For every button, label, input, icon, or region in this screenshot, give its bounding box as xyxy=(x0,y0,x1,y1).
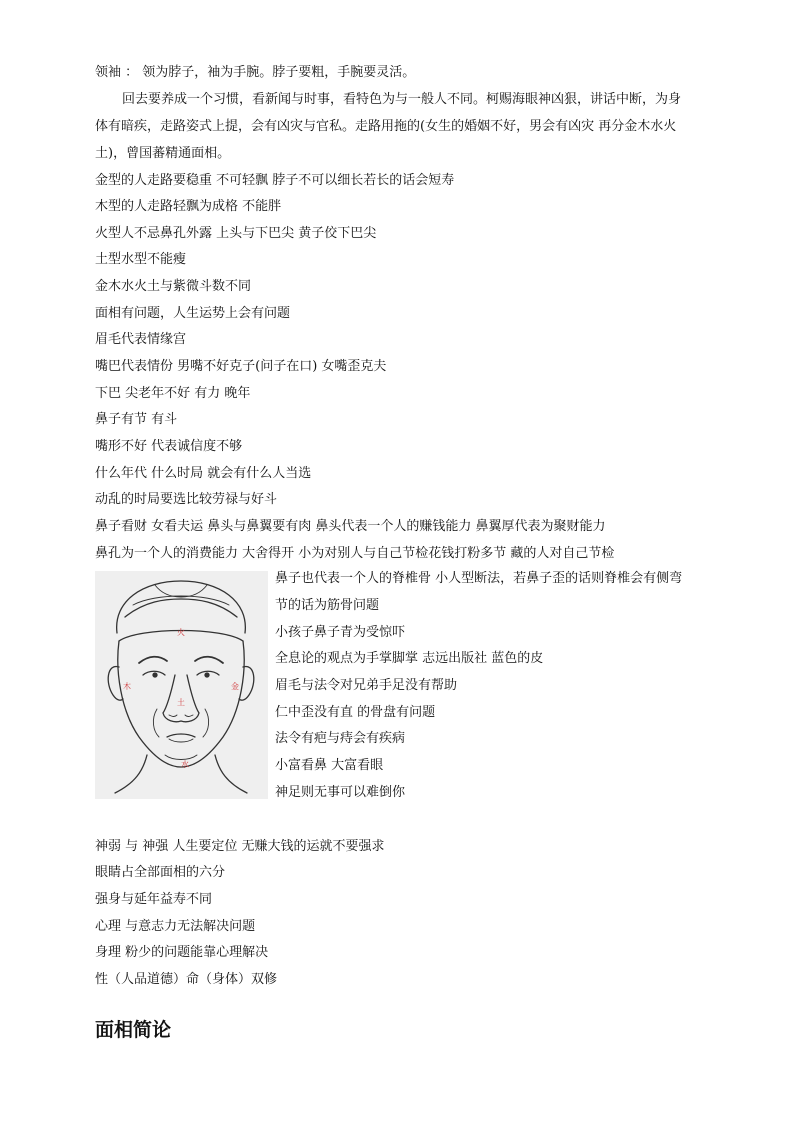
text-line: 眉毛代表情缘宫 xyxy=(95,332,187,347)
water-label: 水 xyxy=(181,760,189,769)
text-line: 体有暗疾，走路姿式上提，会有凶灾与官私。走路用拖的(女生的婚姻不好，男会有凶灾 再分金木水火 xyxy=(95,119,677,134)
text-line: 鼻子有节 有斗 xyxy=(95,412,178,427)
text-line: 嘴形不好 代表诚信度不够 xyxy=(95,439,243,454)
wood-label: 木 xyxy=(123,682,131,691)
face-illustration xyxy=(95,571,268,799)
hair-outline xyxy=(117,581,246,633)
text-line: 下巴 尖老年不好 有力 晚年 xyxy=(95,386,251,401)
side-text-line: 全息论的观点为手掌脚掌 志远出版社 蓝色的皮 xyxy=(275,651,544,666)
text-line: 眼睛占全部面相的六分 xyxy=(95,865,226,880)
text-line: 金木水火土与紫微斗数不同 xyxy=(95,279,252,294)
side-text-line: 节的话为筋骨问题 xyxy=(275,598,380,613)
text-line: 身理 粉少的问题能靠心理解决 xyxy=(95,945,269,960)
side-text-line: 法令有疤与痔会有疾病 xyxy=(275,731,406,746)
section-heading: 面相简论 xyxy=(95,1019,172,1041)
text-line: 心理 与意志力无法解决问题 xyxy=(95,919,256,934)
text-line: 土)，曾国蕃精通面相。 xyxy=(95,146,231,161)
text-line: 动乱的时局要选比较劳禄与好斗 xyxy=(95,492,278,507)
text-line: 嘴巴代表情份 男嘴不好克子(问子在口) 女嘴歪克夫 xyxy=(95,359,387,374)
metal-label: 金 xyxy=(231,682,239,691)
side-text-line: 小富看鼻 大富看眼 xyxy=(275,758,384,773)
text-line: 鼻子看财 女看夫运 鼻头与鼻翼要有肉 鼻头代表一个人的赚钱能力 鼻翼厚代表为聚财能力 xyxy=(95,519,606,534)
earth-label: 土 xyxy=(177,698,185,707)
face-drawing xyxy=(95,571,268,799)
side-text-line: 小孩子鼻子青为受惊吓 xyxy=(275,625,406,640)
text-line: 强身与延年益寿不同 xyxy=(95,892,213,907)
text-line: 火型人不忌鼻孔外露 上头与下巴尖 黄子佼下巴尖 xyxy=(95,226,377,241)
text-line: 金型的人走路要稳重 不可轻飘 脖子不可以细长若长的话会短寿 xyxy=(95,173,455,188)
fire-label: 火 xyxy=(177,628,185,637)
side-text-line: 眉毛与法令对兄弟手足没有帮助 xyxy=(275,678,458,693)
text-line: 回去要养成一个习惯，看新闻与时事，看特色为与一般人不同。柯赐海眼神凶狠，讲话中断，为身 xyxy=(122,92,682,107)
text-line: 鼻孔为一个人的消费能力 大舍得开 小为对别人与自己节检花钱打粉多节 藏的人对自己节检 xyxy=(95,546,615,561)
text-line: 木型的人走路轻飘为成格 不能胖 xyxy=(95,199,282,214)
text-line: 领袖 ： 领为脖子，袖为手腕。脖子要粗，手腕要灵活。 xyxy=(95,65,416,80)
text-line: 土型水型不能瘦 xyxy=(95,252,187,267)
side-text-line: 神足则无事可以难倒你 xyxy=(275,785,406,800)
side-text-line: 仁中歪没有直 的骨盘有问题 xyxy=(275,705,436,720)
text-line: 神弱 与 神强 人生要定位 无赚大钱的运就不要强求 xyxy=(95,839,385,854)
text-line: 什么年代 什么时局 就会有什么人当选 xyxy=(95,466,312,481)
side-text-line: 鼻子也代表一个人的脊椎骨 小人型断法，若鼻子歪的话则脊椎会有侧弯 xyxy=(275,571,683,586)
text-line: 性（人品道德）命（身体）双修 xyxy=(95,972,278,987)
text-line: 面相有问题，人生运势上会有问题 xyxy=(95,306,291,321)
